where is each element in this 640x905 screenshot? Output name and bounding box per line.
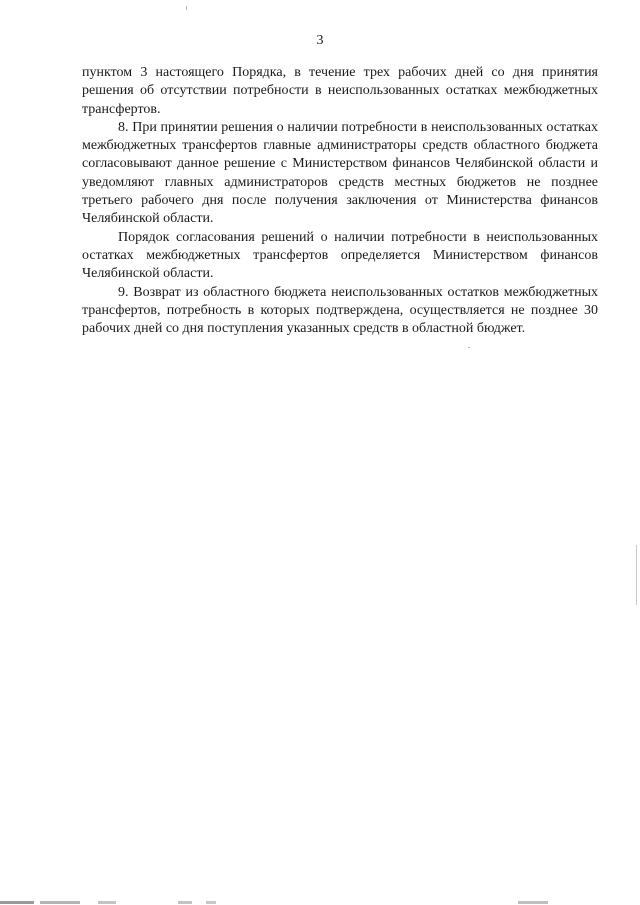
- scan-speck-top: [186, 6, 187, 10]
- scan-speck-mid: [468, 347, 470, 348]
- paragraph-item-8: 8. При принятии решения о наличии потребности в неиспользованных остатках межбюджетных трансфертов главные администраторы средств областного бюджета согласовывают данное решение с Министерством финансов Челябинской области и уведомляют главных администраторов средств местных бюджетов не позднее третьего рабочего дня после получения заключения от Министерства финансов Челябинской области.: [82, 119, 598, 227]
- document-body: [82, 64, 598, 338]
- scan-bottom-artifact: [0, 899, 640, 905]
- scan-edge-line: [636, 545, 637, 605]
- page-number: 3: [316, 33, 324, 48]
- paragraph-item-9: 9. Возврат из областного бюджета неиспользованных остатков межбюджетных трансфертов, потребность в которых подтверждена, осуществляется не позднее 30 рабочих дней со дня поступления указанных средств в областной бюджет.: [82, 284, 598, 337]
- paragraph-continuation: пунктом 3 настоящего Порядка, в течение трех рабочих дней со дня принятия решения об отсутствии потребности в неиспользованных остатках межбюджетных трансфертов.: [82, 65, 598, 117]
- paragraph-item-8-procedure: Порядок согласования решений о наличии потребности в неиспользованных остатках межбюджетных трансфертов определяется Министерством финансов Челябинской области.: [82, 229, 598, 282]
